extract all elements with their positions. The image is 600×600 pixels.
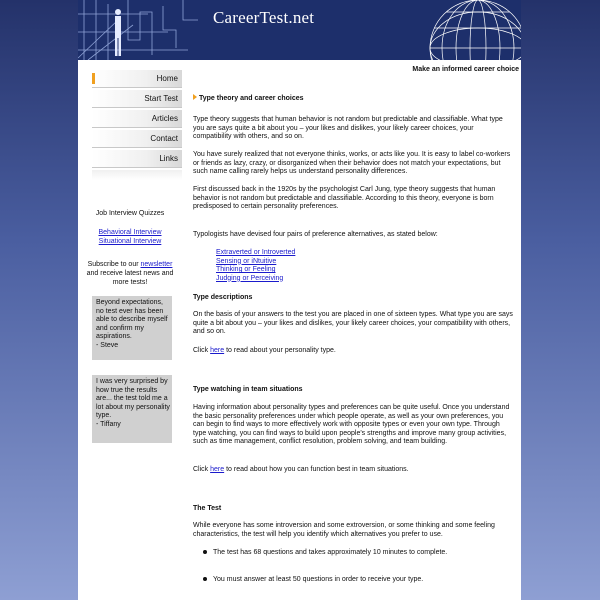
- nav-item-contact[interactable]: Contact: [92, 130, 182, 148]
- site-header: [78, 0, 521, 60]
- section-title-team: Type watching in team situations: [193, 386, 303, 393]
- nav-item-home[interactable]: Home: [92, 70, 182, 88]
- bullet-item: [203, 549, 503, 558]
- testimonial-box: [92, 296, 172, 360]
- globe-icon: [430, 0, 521, 60]
- team-situations-link[interactable]: here: [210, 466, 225, 473]
- bullet-text: You must answer at least 50 questions in order to receive your type.: [213, 576, 424, 583]
- section-title-descriptions: Type descriptions: [193, 294, 253, 301]
- preference-link[interactable]: Thinking or Feeling: [216, 266, 276, 273]
- team-click: [193, 466, 513, 475]
- click-after-text: to read about your personality type.: [224, 347, 336, 354]
- team-paragraph: Having information about personality types and preferences can be quite useful. Once you understand the basic personality preferences under which people operate, as well as your own preferences, you can begin to find ways to more effectively work with opposite types or even your own type. Through type watching, you can find ways to build upon people's strengths and improve many group activities, such as time management, conflict resolution, problem solving, and team building.: [193, 404, 510, 445]
- test-paragraph: While everyone has some introversion and some extroversion, or some thinking and some feeling characteristics, the test will help you identify which alternatives you prefer to use.: [193, 522, 495, 538]
- page-heading: [193, 94, 304, 104]
- site-title[interactable]: CareerTest.net: [213, 8, 315, 27]
- testimonial-author: - Tiffany: [96, 420, 121, 428]
- newsletter-link[interactable]: newsletter: [140, 261, 173, 268]
- personality-type-link[interactable]: here: [210, 347, 225, 354]
- quizzes-title: Job Interview Quizzes: [95, 210, 165, 217]
- nav-menu: [92, 70, 182, 180]
- preference-link[interactable]: Judging or Perceiving: [216, 274, 284, 282]
- subscribe-after: and receive latest news and more tests!: [86, 270, 174, 286]
- testimonial-text: Beyond expectations, no test ever has been able to describe myself and confirm my aspirations.: [96, 299, 168, 340]
- subscribe-text: [78, 260, 182, 287]
- section-title-test: The Test: [193, 505, 222, 512]
- preferences-list: [216, 249, 295, 283]
- intro-paragraph-1: Type theory suggests that human behavior is not random but predictable and classifiable. What type you are says quite a bit about you – your likes and dislikes, your likely career choices, your compatibility with others, and so on.: [193, 116, 503, 140]
- nav-item-links[interactable]: Links: [92, 150, 182, 168]
- page-heading-text: Type theory and career choices: [199, 95, 304, 102]
- page-container: [78, 0, 521, 600]
- typologists-text: Typologists have devised four pairs of preference alternatives, as stated below:: [193, 231, 438, 238]
- intro-paragraph-3: First discussed back in the 1920s by the psychologist Carl Jung, type theory suggests that human behavior is not random but predictable and classifiable. According to this theory, everyone is born predisposed to certain personality preferences.: [193, 186, 496, 210]
- sidebar: [78, 60, 182, 600]
- preference-link[interactable]: Sensing or iNtuitive: [216, 257, 277, 265]
- click-text: Click: [193, 466, 211, 473]
- menu-fade: [92, 170, 182, 180]
- testimonial-box: [92, 375, 172, 443]
- behavioral-interview-link[interactable]: Behavioral Interview: [98, 229, 162, 236]
- quiz-links: [78, 228, 182, 246]
- descriptions-click: [193, 347, 513, 356]
- figure-icon: [115, 9, 121, 56]
- nav-item-start-test[interactable]: Start Test: [92, 90, 182, 108]
- preference-link[interactable]: Extraverted or Introverted: [216, 249, 296, 256]
- bullet-item: [203, 576, 503, 585]
- click-text: Click: [193, 347, 211, 354]
- testimonial-author: - Steve: [96, 341, 119, 349]
- intro-paragraph-2: You have surely realized that not everyone thinks, works, or acts like you. It is easy to label co-workers or friends as lazy, crazy, or disorganized when their behavior does not match your expectations, but such name calling rarely helps us understand personality differences.: [193, 151, 511, 175]
- click-after-text: to read about how you can function best in team situations.: [224, 466, 409, 473]
- testimonial-text: I was very surprised by how true the results are... the test told me a lot about my personality type.: [96, 378, 170, 419]
- bullet-text: The test has 68 questions and takes approximately 10 minutes to complete.: [213, 549, 448, 556]
- descriptions-paragraph: On the basis of your answers to the test you are placed in one of sixteen types. What type you are says quite a bit about you – your likes and dislikes, your likely career choices, your compatibility with others, and so on.: [193, 311, 513, 335]
- situational-interview-link[interactable]: Situational Interview: [98, 238, 162, 245]
- nav-item-articles[interactable]: Articles: [92, 110, 182, 128]
- subscribe-before: Subscribe to our: [87, 261, 141, 268]
- tagline: Make an informed career choice: [412, 66, 519, 73]
